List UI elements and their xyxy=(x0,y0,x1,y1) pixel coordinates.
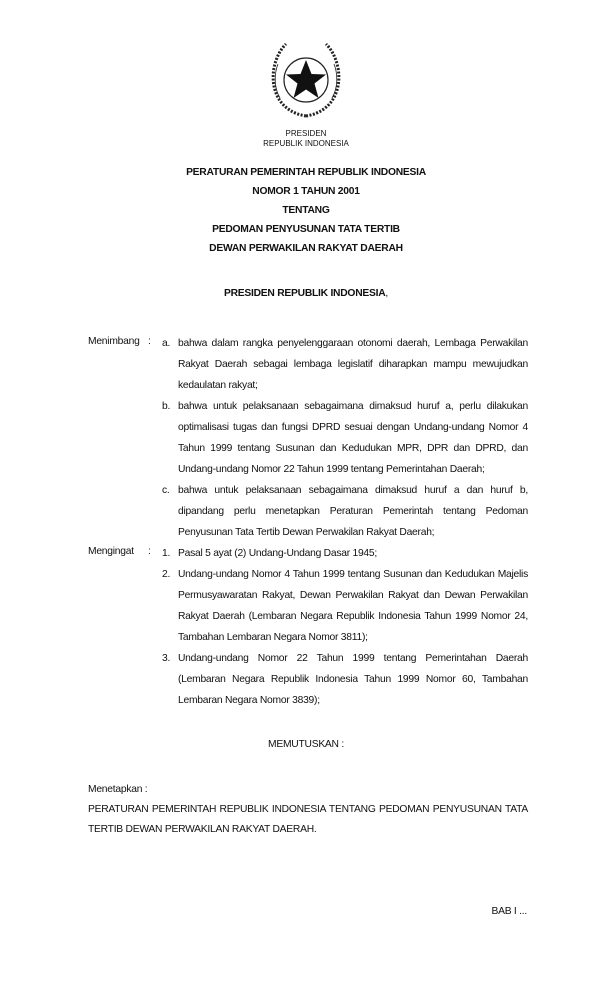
list-item xyxy=(162,396,528,480)
star-seal-icon xyxy=(266,38,346,122)
mengingat-label: Mengingat xyxy=(88,546,134,557)
item-marker: c. xyxy=(162,485,170,496)
title-line: TENTANG xyxy=(282,205,330,216)
list-item xyxy=(162,648,528,711)
menetapkan-label: Menetapkan : xyxy=(88,784,148,795)
list-item xyxy=(162,543,528,564)
mengingat-list xyxy=(162,543,528,711)
list-item xyxy=(162,480,528,543)
item-text: bahwa untuk pelaksanaan sebagaimana dimaksud huruf a, perlu dilakukan optimalisasi tugas dan fungsi DPRD sesuai dengan Undang-undang Nomor 4 Tahun 1999 tentang Susunan dan Kedudukan MPR, DPR dan DPRD, dan Undang-undang Nomor 22 Tahun 1999 tentang Pemerintahan Daerah; xyxy=(178,401,528,475)
item-text: bahwa untuk pelaksanaan sebagaimana dimaksud huruf a dan huruf b, dipandang perlu menetapkan Peraturan Pemerintah tentang Pedoman Penyusunan Tata Tertib Dewan Perwakilan Rakyat Daerah; xyxy=(178,485,528,538)
title-line: PEDOMAN PENYUSUNAN TATA TERTIB xyxy=(212,224,400,235)
title-line: PERATURAN PEMERINTAH REPUBLIK INDONESIA xyxy=(186,167,426,178)
presidential-seal-emblem xyxy=(266,38,346,122)
president-heading-text: PRESIDEN REPUBLIK INDONESIA xyxy=(223,288,386,299)
title-line: DEWAN PERWAKILAN RAKYAT DAERAH xyxy=(209,243,403,254)
item-marker: 3. xyxy=(162,653,171,664)
item-marker: b. xyxy=(162,401,171,412)
menimbang-list xyxy=(162,333,528,543)
item-marker: a. xyxy=(162,338,171,349)
colon: : xyxy=(148,336,151,347)
title-line: NOMOR 1 TAHUN 2001 xyxy=(252,186,360,197)
list-item xyxy=(162,564,528,648)
menetapkan-text: PERATURAN PEMERINTAH REPUBLIK INDONESIA TENTANG PEDOMAN PENYUSUNAN TATA TERTIB DEWAN PERWAKILAN RAKYAT DAERAH. xyxy=(88,804,528,835)
menimbang-label: Menimbang xyxy=(88,336,140,347)
list-item xyxy=(162,333,528,396)
document-title xyxy=(0,163,612,258)
item-text: Undang-undang Nomor 4 Tahun 1999 tentang Susunan dan Kedudukan Majelis Permusyawaratan Rakyat, Dewan Perwakilan Rakyat dan Dewan Perwakilan Rakyat Daerah (Lembaran Negara Republik Indonesia Tahun 1999 Nomor 24, Tambahan Lembaran Negara Nomor 3811); xyxy=(178,569,528,643)
president-heading-comma: , xyxy=(385,288,389,299)
seal-caption-line2: REPUBLIK INDONESIA xyxy=(263,139,349,148)
seal-caption-line1: PRESIDEN xyxy=(285,129,327,138)
item-text: Pasal 5 ayat (2) Undang-Undang Dasar 1945; xyxy=(178,548,377,559)
president-heading xyxy=(0,288,612,299)
item-marker: 1. xyxy=(162,548,171,559)
memutuskan-heading: MEMUTUSKAN : xyxy=(268,739,344,750)
next-page-reference: BAB I ... xyxy=(491,906,527,917)
colon: : xyxy=(148,546,151,557)
item-marker: 2. xyxy=(162,569,171,580)
item-text: Undang-undang Nomor 22 Tahun 1999 tentang Pemerintahan Daerah (Lembaran Negara Republik Indonesia Tahun 1999 Nomor 60, Tambahan Lembaran Negara Nomor 3839); xyxy=(178,653,528,706)
item-text: bahwa dalam rangka penyelenggaraan otonomi daerah, Lembaga Perwakilan Rakyat Daerah sebagai lembaga legislatif diharapkan mampu mewujudkan kedaulatan rakyat; xyxy=(178,338,528,391)
